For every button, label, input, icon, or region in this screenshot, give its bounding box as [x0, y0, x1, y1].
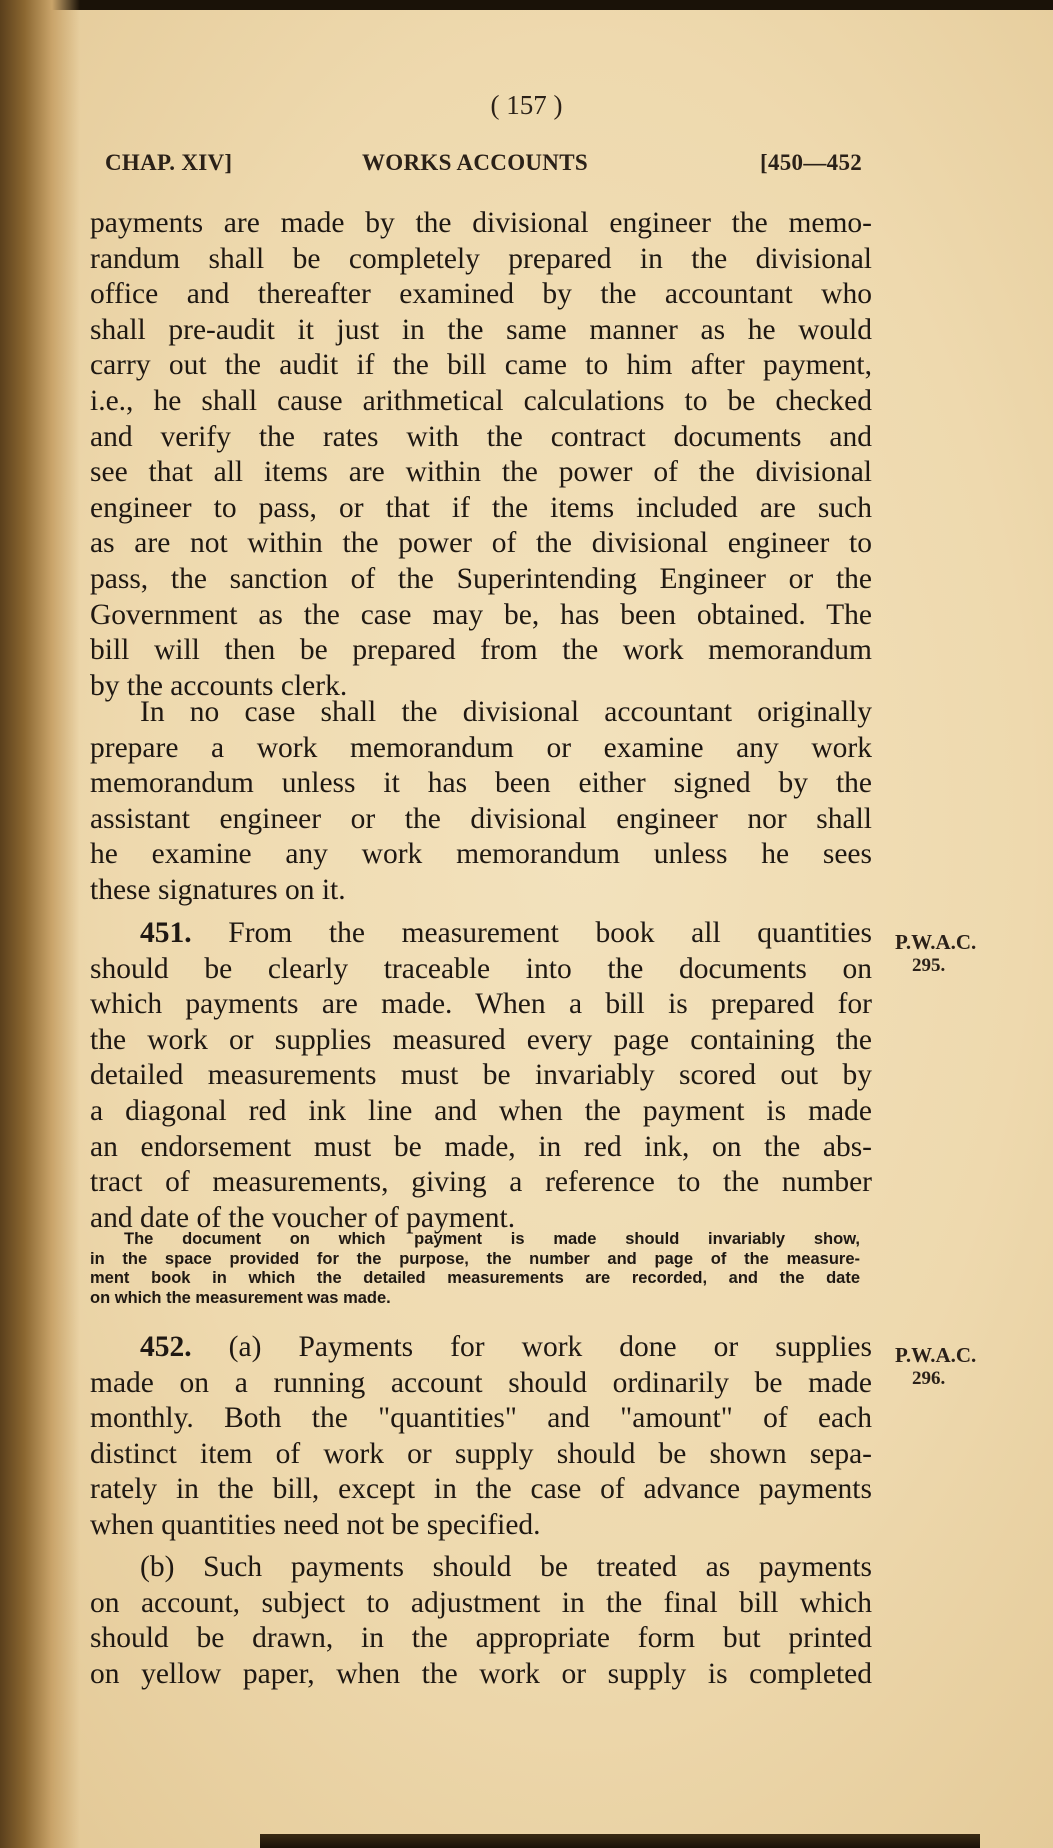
page-number: ( 157 ): [490, 90, 563, 120]
margin-reference-451-number: 295.: [912, 955, 946, 976]
text-line: and verify the rates with the contract documents and: [90, 420, 872, 453]
text-line: bill will then be prepared from the work memorandum: [90, 634, 872, 667]
text-line: In no case shall the divisional accountant originally: [140, 696, 872, 728]
text-line: office and thereafter examined by the accountant who: [90, 278, 872, 311]
chapter-label: CHAP. XIV]: [105, 150, 233, 175]
text-line: a diagonal red ink line and when the payment is made: [90, 1094, 872, 1127]
margin-reference-451: P.W.A.C.: [895, 930, 977, 954]
text-line: detailed measurements must be invariably scored out by: [90, 1059, 872, 1092]
text-line: randum shall be completely prepared in the divisional: [90, 242, 872, 275]
text-line: pass, the sanction of the Superintending Engineer or the: [90, 562, 872, 595]
section-451: [90, 916, 872, 1236]
section-452-first-line: [90, 1330, 872, 1366]
text-line: i.e., he shall cause arithmetical calculations to be checked: [90, 384, 872, 417]
section-452-b: [90, 1550, 872, 1692]
text-line: tract of measurements, giving a reference to the number: [90, 1166, 872, 1199]
text-line: payments are made by the divisional engineer the memo-: [90, 207, 872, 239]
text-line: which payments are made. When a bill is prepared for: [90, 988, 872, 1021]
text-line: rately in the bill, except in the case of advance payments: [90, 1473, 872, 1506]
paragraph-range: [450—452: [760, 150, 863, 175]
text-line: made on a running account should ordinarily be made: [90, 1366, 872, 1399]
text-line: on yellow paper, when the work or supply is completed: [90, 1657, 872, 1690]
text-line: as are not within the power of the divisional engineer to: [90, 527, 872, 560]
top-edge-shadow: [0, 0, 1053, 10]
section-451-first-line: [90, 916, 872, 952]
running-title: WORKS ACCOUNTS: [362, 150, 588, 175]
text-line: distinct item of work or supply should be shown sepa-: [90, 1437, 872, 1470]
text-line: the work or supplies measured every page containing the: [90, 1023, 872, 1056]
text-line: on account, subject to adjustment in the final bill which: [90, 1586, 872, 1619]
text-line: should be drawn, in the appropriate form but printed: [90, 1622, 872, 1655]
text-line: carry out the audit if the bill came to him after payment,: [90, 349, 872, 382]
bottom-edge-shadow: [260, 1834, 980, 1848]
margin-reference-452: P.W.A.C.: [895, 1343, 977, 1367]
text-line: prepare a work memorandum or examine any work: [90, 731, 872, 764]
note-line: ment book in which the detailed measurements are recorded, and the date: [90, 1269, 860, 1287]
section-452: [90, 1330, 872, 1544]
text-fragment: (a) Payments for work done or supplies: [228, 1331, 872, 1363]
paragraph-continued: [90, 206, 872, 704]
margin-reference-452-number: 296.: [912, 1368, 946, 1389]
note-line: The document on which payment is made should invariably show,: [124, 1230, 860, 1248]
text-line: he examine any work memorandum unless he sees: [90, 838, 872, 871]
text-line: see that all items are within the power of the divisional: [90, 456, 872, 489]
note-line: in the space provided for the purpose, the number and page of the measure-: [90, 1249, 860, 1268]
section-number: 451.: [140, 917, 192, 949]
text-line: engineer to pass, or that if the items included are such: [90, 491, 872, 524]
footnote-note: [90, 1230, 860, 1308]
text-line: by the accounts clerk.: [90, 669, 348, 702]
text-line: (b) Such payments should be treated as payments: [140, 1551, 872, 1583]
text-line: shall pre-audit it just in the same manner as he would: [90, 313, 872, 346]
text-line: memorandum unless it has been either signed by the: [90, 767, 872, 800]
paragraph-memorandum: [90, 695, 872, 909]
section-number: 452.: [140, 1331, 192, 1363]
note-line: on which the measurement was made.: [90, 1288, 391, 1307]
text-fragment: From the measurement book all quantities: [228, 917, 873, 949]
text-line: when quantities need not be specified.: [90, 1508, 541, 1541]
text-line: assistant engineer or the divisional engineer nor shall: [90, 802, 872, 835]
binding-gutter: [0, 0, 80, 1848]
text-line: these signatures on it.: [90, 873, 346, 906]
text-line: should be clearly traceable into the documents on: [90, 952, 872, 985]
text-line: monthly. Both the "quantities" and "amount" of each: [90, 1402, 872, 1435]
text-line: Government as the case may be, has been obtained. The: [90, 598, 872, 631]
text-line: and date of the voucher of payment.: [90, 1201, 516, 1234]
text-line: an endorsement must be made, in red ink, on the abs-: [90, 1130, 872, 1163]
